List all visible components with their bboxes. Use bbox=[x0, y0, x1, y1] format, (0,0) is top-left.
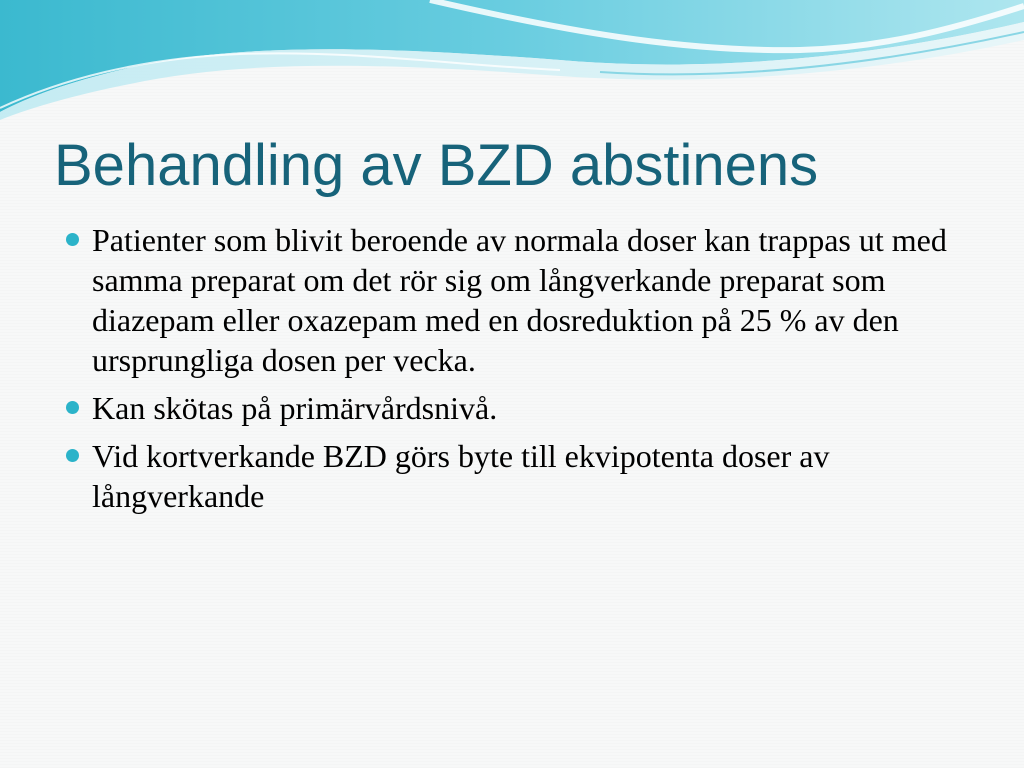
bullet-icon bbox=[66, 449, 79, 462]
bullet-text: Patienter som blivit beroende av normala doser kan trappas ut med samma preparat om det rör sig om långverkande preparat som diazepam eller oxazepam med en dosreduktion på 25 % av den ursprungliga dosen per vecka. bbox=[92, 222, 947, 378]
header-wave-decoration bbox=[0, 0, 1024, 130]
bullet-icon bbox=[66, 401, 79, 414]
bullet-item bbox=[92, 220, 972, 380]
bullet-text: Kan skötas på primärvårdsnivå. bbox=[92, 390, 498, 426]
bullet-item bbox=[92, 388, 972, 428]
bullet-item bbox=[92, 436, 972, 516]
bullet-icon bbox=[66, 233, 79, 246]
slide-title: Behandling av BZD abstinens bbox=[54, 133, 819, 198]
bullet-list bbox=[92, 220, 972, 524]
bullet-text: Vid kortverkande BZD görs byte till ekvipotenta doser av långverkande bbox=[92, 438, 830, 514]
